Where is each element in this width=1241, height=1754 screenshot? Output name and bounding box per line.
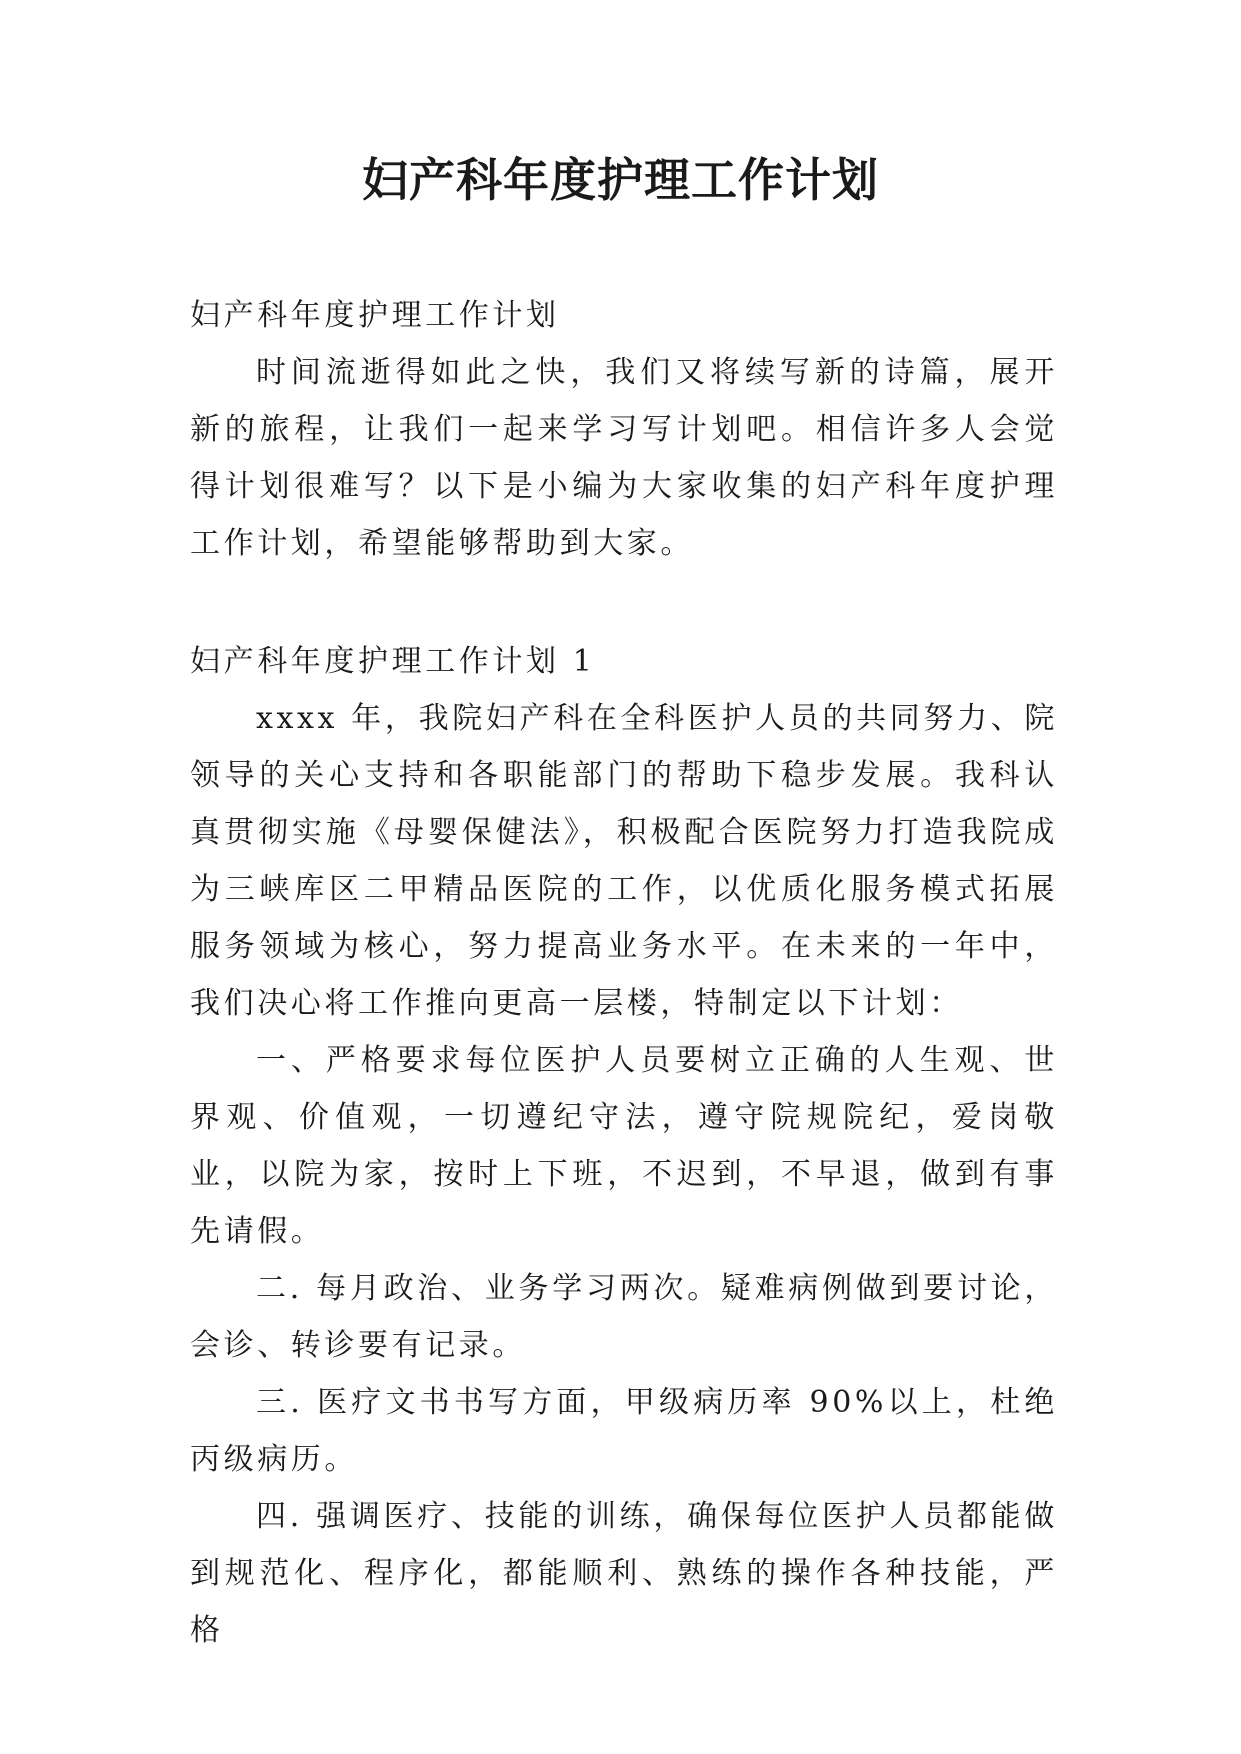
section-block	[190, 633, 1058, 1659]
body-paragraph: 二. 每月政治、业务学习两次。疑难病例做到要讨论，会诊、转诊要有记录。	[190, 1271, 1058, 1363]
body-paragraph: 三. 医疗文书书写方面，甲级病历率 90%以上，杜绝丙级病历。	[190, 1385, 1058, 1477]
body-paragraph: xxxx 年，我院妇产科在全科医护人员的共同努力、院领导的关心支持和各职能部门的帮助下稳步发展。我科认真贯彻实施《母婴保健法》，积极配合医院努力打造我院成为三峡库区二甲精品医院的工作，以优质化服务模式拓展服务领域为核心，努力提高业务水平。在未来的一年中，我们决心将工作推向更高一层楼，特制定以下计划：	[190, 701, 1058, 1021]
section-heading: 妇产科年度护理工作计划 1	[190, 644, 596, 679]
body-paragraph: 四. 强调医疗、技能的训练，确保每位医护人员都能做到规范化、程序化，都能顺利、熟练的操作各种技能，严格	[190, 1499, 1058, 1648]
body-paragraph: 一、严格要求每位医护人员要树立正确的人生观、世界观、价值观，一切遵纪守法，遵守院规院纪，爱岗敬业，以院为家，按时上下班，不迟到，不早退，做到有事先请假。	[190, 1043, 1058, 1249]
intro-paragraph: 时间流逝得如此之快，我们又将续写新的诗篇，展开新的旅程，让我们一起来学习写计划吧。相信许多人会觉得计划很难写？以下是小编为大家收集的妇产科年度护理工作计划，希望能够帮助到大家。	[190, 355, 1058, 561]
document-title: 妇产科年度护理工作计划	[362, 153, 879, 207]
intro-block	[190, 287, 1058, 572]
intro-heading: 妇产科年度护理工作计划	[190, 298, 560, 333]
